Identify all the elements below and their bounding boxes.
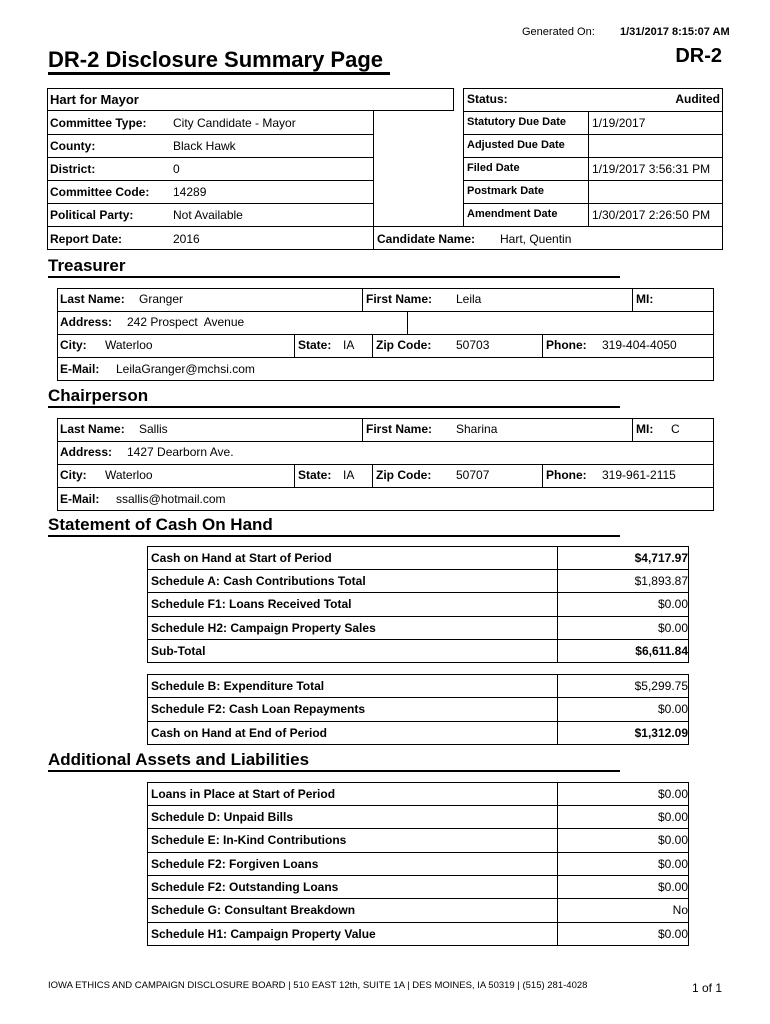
chair-city-value: Waterloo [105, 468, 153, 482]
chair-first-label: First Name: [366, 422, 433, 436]
chair-email-label: E-Mail: [60, 492, 100, 506]
schedule-h2-label: Schedule H2: Campaign Property Sales [151, 621, 376, 635]
schedule-f1-value: $0.00 [657, 597, 688, 611]
committee-code-value: 14289 [173, 185, 207, 199]
chair-mi-label: MI: [636, 422, 654, 436]
schedule-d-value: $0.00 [657, 810, 688, 824]
chair-phone-value: 319-961-2115 [602, 468, 676, 482]
district-value: 0 [173, 162, 180, 176]
county-label: County: [50, 139, 96, 153]
schedule-d-label: Schedule D: Unpaid Bills [151, 810, 294, 824]
chair-zip-value: 50707 [456, 468, 490, 482]
generated-label: Generated On: [522, 26, 595, 38]
filed-date-label: Filed Date [467, 162, 520, 174]
schedule-g-label: Schedule G: Consultant Breakdown [151, 903, 356, 917]
schedule-f1-label: Schedule F1: Loans Received Total [151, 597, 352, 611]
subtotal-value: $6,611.84 [635, 644, 688, 658]
schedule-a-value: $1,893.87 [634, 574, 688, 588]
loans-start-value: $0.00 [657, 787, 688, 801]
committee-type-value: City Candidate - Mayor [173, 116, 296, 130]
statutory-due-value: 1/19/2017 [592, 116, 646, 130]
chair-state-label: State: [298, 468, 332, 482]
treasurer-last-value: Granger [139, 292, 184, 306]
committee-code-label: Committee Code: [50, 185, 150, 199]
report-date-value: 2016 [173, 232, 200, 246]
chair-last-label: Last Name: [60, 422, 125, 436]
amendment-date-value: 1/30/2017 2:26:50 PM [592, 208, 711, 222]
cash-end-value: $1,312.09 [634, 726, 688, 740]
statutory-due-label: Statutory Due Date [467, 116, 567, 128]
chair-address-value: 1427 Dearborn Ave. [127, 445, 234, 459]
treasurer-zip-label: Zip Code: [376, 338, 432, 352]
subtotal-label: Sub-Total [151, 644, 206, 658]
schedule-f2-repay-label: Schedule F2: Cash Loan Repayments [151, 702, 366, 716]
treasurer-city-label: City: [60, 338, 87, 352]
schedule-f2-repay-value: $0.00 [657, 702, 688, 716]
schedule-h2-value: $0.00 [657, 621, 688, 635]
form-code: DR-2 [675, 45, 722, 67]
treasurer-zip-value: 50703 [456, 338, 490, 352]
treasurer-heading: Treasurer [48, 256, 126, 275]
treasurer-email-value: LeilaGranger@mchsi.com [116, 362, 255, 376]
assets-heading: Additional Assets and Liabilities [48, 750, 310, 769]
treasurer-phone-label: Phone: [546, 338, 587, 352]
treasurer-mi-label: MI: [636, 292, 654, 306]
chair-first-value: Sharina [456, 422, 498, 436]
chairperson-heading: Chairperson [48, 386, 149, 405]
schedule-f2-outstanding-label: Schedule F2: Outstanding Loans [151, 880, 339, 894]
cash-start-value: $4,717.97 [634, 551, 688, 565]
treasurer-state-value: IA [343, 338, 355, 352]
schedule-b-value: $5,299.75 [634, 679, 688, 693]
candidate-label: Candidate Name: [377, 232, 476, 246]
schedule-h1-value: $0.00 [657, 927, 688, 941]
political-party-value: Not Available [173, 208, 243, 222]
chair-city-label: City: [60, 468, 87, 482]
treasurer-city-value: Waterloo [105, 338, 153, 352]
committee-name: Hart for Mayor [50, 92, 139, 107]
chair-mi-value: C [671, 422, 680, 436]
district-label: District: [50, 162, 96, 176]
committee-type-label: Committee Type: [50, 116, 147, 130]
political-party-label: Political Party: [50, 208, 134, 222]
treasurer-address-label: Address: [60, 315, 113, 329]
schedule-a-label: Schedule A: Cash Contributions Total [151, 574, 366, 588]
chair-address-label: Address: [60, 445, 113, 459]
schedule-f2-forgiven-label: Schedule F2: Forgiven Loans [151, 857, 319, 871]
chair-state-value: IA [343, 468, 355, 482]
county-value: Black Hawk [173, 139, 236, 153]
status-value: Audited [675, 92, 720, 106]
chair-phone-label: Phone: [546, 468, 587, 482]
generated-value: 1/31/2017 8:15:07 AM [620, 26, 730, 38]
title-underline [48, 72, 390, 75]
candidate-value: Hart, Quentin [500, 232, 572, 246]
status-label: Status: [467, 92, 508, 106]
treasurer-email-label: E-Mail: [60, 362, 100, 376]
footer-address: IOWA ETHICS AND CAMPAIGN DISCLOSURE BOARD | 510 EAST 12th, SUITE 1A | DES MOINES, IA 50319 | (515) 281-4028 [48, 980, 588, 991]
treasurer-state-label: State: [298, 338, 332, 352]
schedule-h1-label: Schedule H1: Campaign Property Value [151, 927, 376, 941]
loans-start-label: Loans in Place at Start of Period [151, 787, 336, 801]
amendment-date-label: Amendment Date [467, 208, 558, 220]
page-title: DR-2 Disclosure Summary Page [48, 47, 384, 72]
treasurer-last-label: Last Name: [60, 292, 125, 306]
treasurer-first-value: Leila [456, 292, 482, 306]
postmark-date-label: Postmark Date [467, 185, 545, 197]
treasurer-address-value: 242 Prospect Avenue [127, 315, 245, 329]
cash-end-label: Cash on Hand at End of Period [151, 726, 328, 740]
treasurer-phone-value: 319-404-4050 [602, 338, 677, 352]
page-number: 1 of 1 [691, 981, 722, 995]
cash-heading: Statement of Cash On Hand [48, 515, 273, 534]
schedule-f2-forgiven-value: $0.00 [657, 857, 688, 871]
schedule-g-value: No [672, 903, 688, 917]
filed-date-value: 1/19/2017 3:56:31 PM [592, 162, 711, 176]
schedule-e-value: $0.00 [657, 833, 688, 847]
schedule-f2-outstanding-value: $0.00 [657, 880, 688, 894]
treasurer-first-label: First Name: [366, 292, 433, 306]
chair-last-value: Sallis [139, 422, 168, 436]
report-date-label: Report Date: [50, 232, 123, 246]
adjusted-due-label: Adjusted Due Date [467, 139, 565, 151]
chair-zip-label: Zip Code: [376, 468, 432, 482]
schedule-b-label: Schedule B: Expenditure Total [151, 679, 325, 693]
schedule-e-label: Schedule E: In-Kind Contributions [151, 833, 347, 847]
chair-email-value: ssallis@hotmail.com [116, 492, 226, 506]
cash-start-label: Cash on Hand at Start of Period [151, 551, 332, 565]
